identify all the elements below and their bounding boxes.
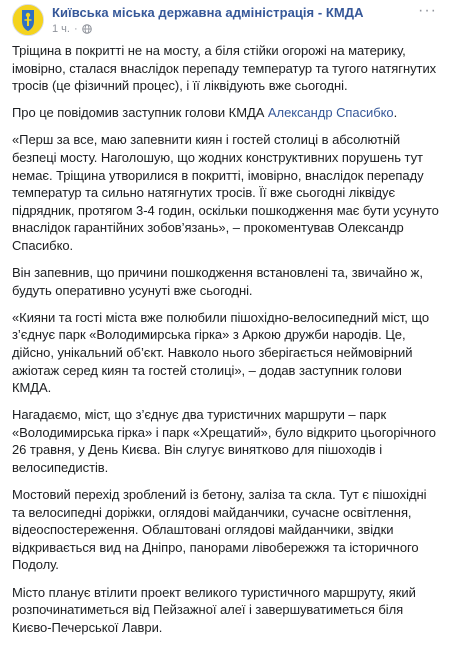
post-paragraph: Тріщина в покритті не на мосту, а біля стійки огорожі на материку, імовірно, сталася внаслідок перепаду температур та тугого натягнутих тросів (це фізичний процес), і її ліквідують вже сьогодні.	[12, 43, 437, 94]
post-paragraph: Нагадаємо, міст, що з’єднує два туристичних маршрути – парк «Володимирська гірка» і парк «Хрещатий», було відкрито цьогорічного 26 травня, у День Києва. Він слугує винятково для пішоходів і велосипедистів.	[12, 407, 436, 475]
post-paragraph: Мостовий перехід зроблений із бетону, заліза та скла. Тут є пішохідні та велосипедні доріжки, оглядові майданчики, сучасне освітлення, відеоспостереження. Облаштовані оглядові майданчики, звідки відкривається вид на Дніпро, панорами лівобережжя та історичного Подолу.	[12, 487, 427, 573]
post-paragraph: «Перш за все, маю запевнити киян і гостей столиці в абсолютній безпеці мосту. Наголошую, що жодних конструктивних порушень тут немає. Тріщина утворилися в покритті, імовірно, внаслідок перепаду температур та сильно натягнутих тросів. Її вже сьогодні ліквідує підрядник, протягом 3-4 годин, оскільки пошкодження має бути усунуто внаслідок гарантійних зобов’язань», – прокоментував Олександр Спасибко.	[12, 132, 439, 253]
person-tag-link[interactable]: Александр Спасибко	[267, 105, 394, 121]
post-meta	[52, 23, 92, 35]
post-header	[0, 0, 450, 40]
page-avatar[interactable]	[12, 4, 44, 36]
post-paragraph: «Кияни та гості міста вже полюбили пішохідно-велосипедний міст, що з’єднує парк «Володимирська гірка» з Аркою дружби народів. Це, дійсно, унікальний об’єкт. Навколо нього зберігається неймовірний ажіотаж серед киян та гостей столиці», – додав заступник голови КМДА.	[12, 309, 430, 396]
paragraph-text: Про це повідомив заступник голови КМДА	[12, 105, 268, 121]
post-paragraph	[12, 104, 440, 122]
coat-of-arms-icon	[13, 5, 43, 35]
post-body	[12, 42, 440, 646]
post-timestamp[interactable]: 1 ч.	[52, 23, 70, 35]
more-options-icon[interactable]: ···	[418, 2, 437, 19]
meta-separator: ·	[73, 23, 78, 35]
paragraph-text: .	[393, 105, 398, 121]
post-paragraph: Місто планує втілити проект великого туристичного маршруту, який розпочинатиметься від Пейзажної алеї і завершуватиметься біля Києво-Печерської Лаври.	[12, 584, 416, 635]
globe-icon[interactable]	[82, 24, 92, 34]
page-name-link[interactable]: Київська міська державна адміністрація - КМДА	[52, 5, 364, 20]
post-paragraph: Він запевнив, що причини пошкодження встановлені та, звичайно ж, будуть оперативно усунуті вже сьогодні.	[12, 265, 423, 298]
